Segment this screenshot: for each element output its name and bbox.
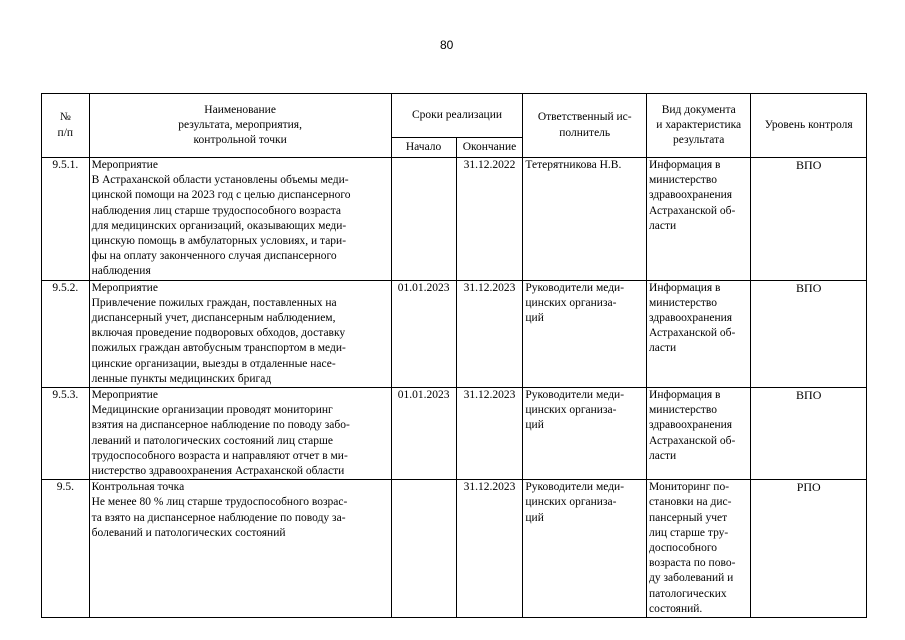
header-start: Начало [391, 138, 456, 158]
header-document: Вид документа и характеристика результата [647, 94, 751, 158]
row-name: Мероприятие В Астраханской области установлены объемы меди- цинской помощи на 2023 год с целью диспансерного наблюдения лиц старше трудоспособного возраста для медицинских организаций, оказывающих меди- цинскую помощь в амбулаторных условиях, и тари- фы на оплату законченного случая диспансерного наблюдения [89, 158, 391, 281]
row-end-date: 31.12.2023 [456, 388, 523, 480]
row-control-level: ВПО [751, 280, 867, 387]
implementation-plan-table [41, 93, 867, 618]
table-row [42, 388, 867, 480]
row-responsible: Руководители меди- цинских организа- ций [523, 388, 647, 480]
row-number: 9.5.3. [42, 388, 90, 480]
row-document: Информация в министерство здравоохранения Астраханской об- ласти [647, 158, 751, 281]
table-row [42, 280, 867, 387]
header-responsible: Ответственный ис- полнитель [523, 94, 647, 158]
table-row [42, 480, 867, 618]
row-number: 9.5.2. [42, 280, 90, 387]
row-start-date: 01.01.2023 [391, 280, 456, 387]
row-document: Мониторинг по- становки на дис- пансерный учет лиц старше тру- доспособного возраста по пово- ду заболеваний и патологических состояний. [647, 480, 751, 618]
header-control-level: Уровень контроля [751, 94, 867, 158]
row-start-date: 01.01.2023 [391, 388, 456, 480]
row-document: Информация в министерство здравоохранения Астраханской об- ласти [647, 280, 751, 387]
header-terms: Сроки реализации [391, 94, 523, 138]
row-number: 9.5. [42, 480, 90, 618]
row-start-date [391, 158, 456, 281]
row-start-date [391, 480, 456, 618]
row-name: Контрольная точка Не менее 80 % лиц старше трудоспособного возрас- та взято на диспансерное наблюдение по поводу за- болеваний и патологических состояний [89, 480, 391, 618]
row-control-level: ВПО [751, 158, 867, 281]
row-control-level: РПО [751, 480, 867, 618]
table-row [42, 158, 867, 281]
row-end-date: 31.12.2023 [456, 480, 523, 618]
row-responsible: Руководители меди- цинских организа- ций [523, 280, 647, 387]
page-number: 80 [440, 38, 454, 52]
row-control-level: ВПО [751, 388, 867, 480]
row-name: Мероприятие Медицинские организации проводят мониторинг взятия на диспансерное наблюдение по поводу забо- леваний и патологических состояний лиц старше трудоспособного возраста и направляют отчет в ми- нистерство здравоохранения Астраханской области [89, 388, 391, 480]
row-responsible: Руководители меди- цинских организа- ций [523, 480, 647, 618]
row-document: Информация в министерство здравоохранения Астраханской об- ласти [647, 388, 751, 480]
row-number: 9.5.1. [42, 158, 90, 281]
row-end-date: 31.12.2023 [456, 280, 523, 387]
row-name: Мероприятие Привлечение пожилых граждан, поставленных на диспансерный учет, диспансерным наблюдением, включая проведение подворовых обходов, доставку пожилых граждан автобусным транспортом в меди- цинские организации, выезды в отдаленные насе- ленные пункты медицинских бригад [89, 280, 391, 387]
row-responsible: Тетерятникова Н.В. [523, 158, 647, 281]
header-name: Наименование результата, мероприятия, контрольной точки [89, 94, 391, 158]
row-end-date: 31.12.2022 [456, 158, 523, 281]
header-number: № п/п [42, 94, 90, 158]
header-end: Окончание [456, 138, 523, 158]
